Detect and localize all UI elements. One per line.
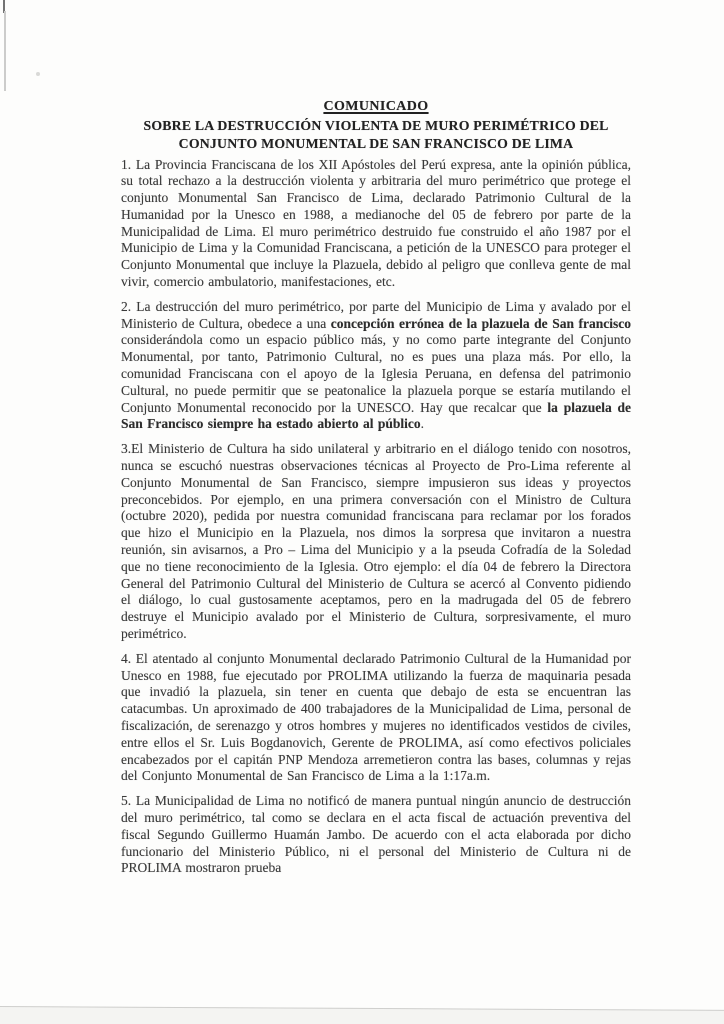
document-subtitle-line-2: CONJUNTO MONUMENTAL DE SAN FRANCISCO DE LIMA (178, 136, 574, 151)
scan-artifact-speck (36, 72, 40, 76)
paragraph-run: 5. La Municipalidad de Lima no notificó de manera puntual ningún anuncio de destrucción del muro perimétrico, tal como se declara en el acta fiscal de actuación preventiva del fiscal Segundo Guillermo Huamán Jambo. De acuerdo con el acta elaborada por dicho funcionario del Ministerio Público, ni el personal del Ministerio de Cultura ni de PROLIMA mostraron prueba (121, 793, 631, 876)
paragraph-run: 3.El Ministerio de Cultura ha sido unilateral y arbitrario en el diálogo tenido con nosotros, nunca se escuchó nuestras observaciones técnicas al Proyecto de Pro-Lima referente al Conjunto Monumental de San Francisco, siempre impusieron sus ideas y proyectos preconcebidos. Por ejemplo, en una primera conversación con el Ministro de Cultura (octubre 2020), pedida por nuestra comunidad franciscana para reclamar por los forados que hizo el Municipio en la Plazuela, nos dimos la sorpresa que invitaron a nuestra reunión, sin avisarnos, a Pro – Lima del Municipio y a la pseuda Cofradía de la Soledad que no tiene reconocimiento de la Iglesia. Otro ejemplo: el día 04 de febrero la Directora General del Patrimonio Cultural del Ministerio de Cultura se acercó al Convento pidiendo el diálogo, lo cual gustosamente aceptamos, pero en la madrugada del 05 de febrero destruye el Municipio avalado por el Ministerio de Cultura, sorpresivamente, el muro perimétrico. (121, 441, 631, 642)
paragraph (121, 299, 631, 433)
paragraph (121, 441, 631, 643)
paragraph-run: 2. La destrucción del muro perimétrico, por parte del Municipio de Lima y avalado por el Ministerio de Cultura, obedece a una (121, 298, 631, 331)
scan-bottom-edge (0, 1006, 724, 1024)
paragraph-run: considerándola como un espacio público más, y no como parte integrante del Conjunto Monumental, por tanto, Patrimonio Cultural, no es pues una plaza más. Por ello, la comunidad Franciscana con el apoyo de la Iglesia Peruana, en defensa del patrimonio Cultural, no puede permitir que se peatonalice la plazuela porque se estaría mutilando el Conjunto Monumental reconocido por la UNESCO. Hay que recalcar que (121, 332, 631, 415)
document-title (121, 98, 631, 117)
paragraph-run: 4. El atentado al conjunto Monumental declarado Patrimonio Cultural de la Humanidad por Unesco en 1988, fue ejecutado por PROLIMA utilizando la fuerza de maquinaria pesada que invadió la plazuela, sin tener en cuenta que debajo de esta se encuentran las catacumbas. Un aproximado de 400 trabajadores de la Municipalidad de Lima, personal de fiscalización, de serenazgo y otros hombres y mujeres no identificados vestidos de civiles, entre ellos el Sr. Luis Bogdanovich, Gerente de PROLIMA, así como efectivos policiales encabezados por el capitán PNP Mendoza arremetieron contra las bases, columnas y rejas del Conjunto Monumental de San Francisco de Lima a la 1:17a.m. (121, 650, 631, 784)
paragraph-bold-run: concepción errónea de la plazuela de San francisco (330, 315, 631, 331)
document-content (121, 98, 631, 885)
scan-artifact-left-edge-faint (4, 11, 6, 91)
document-body (121, 157, 631, 878)
paragraph (121, 793, 631, 877)
paragraph-run: . (420, 416, 425, 432)
document-subtitle-line-1: SOBRE LA DESTRUCCIÓN VIOLENTA DE MURO PERIMÉTRICO DEL (143, 117, 609, 133)
paragraph-run: 1. La Provincia Franciscana de los XII Apóstoles del Perú expresa, ante la opinión pública, su total rechazo a la destrucción violenta y arbitraria del muro perimétrico que protege el conjunto Monumental San Francisco de Lima, declarado Patrimonio Cultural de la Humanidad por la Unesco en 1988, a medianoche del 05 de febrero por parte de la Municipalidad de Lima. El muro perimétrico destruido fue construido el año 1987 por el Municipio de Lima y la Comunidad Franciscana, a petición de la UNESCO para proteger el Conjunto Monumental que incluye la Plazuela, debido al peligro que conlleva gente de mal vivir, comercio ambulatorio, manifestaciones, etc. (121, 156, 631, 290)
paragraph (121, 651, 631, 785)
paragraph (121, 157, 631, 291)
document-title-text: COMUNICADO (323, 99, 429, 114)
paragraph-bold-run: la plazuela de San Francisco siempre ha estado abierto al público (121, 399, 631, 432)
